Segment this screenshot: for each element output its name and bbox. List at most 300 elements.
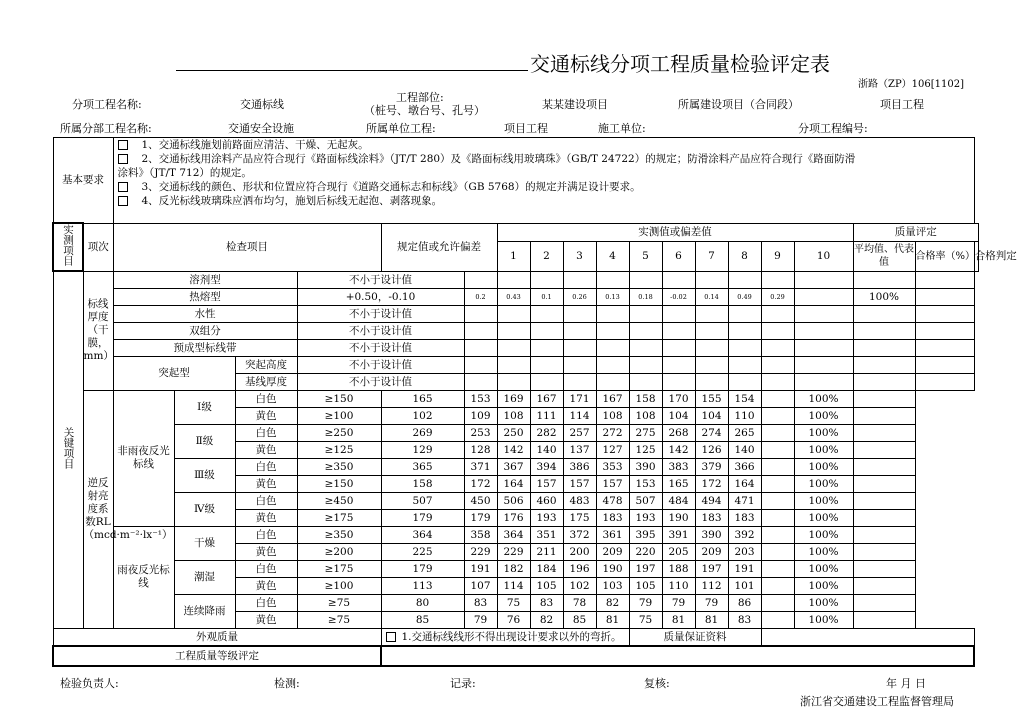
avg-cell bbox=[761, 543, 794, 560]
grade-label: Ⅰ级 bbox=[174, 390, 235, 424]
thickness-type: 预成型标线带 bbox=[113, 339, 297, 356]
value-cell bbox=[695, 339, 728, 356]
subproject-name-value: 交通标线 bbox=[240, 98, 284, 111]
value-cell: 179 bbox=[381, 509, 464, 526]
avg-cell bbox=[761, 509, 794, 526]
unit-project-value: 项目工程 bbox=[504, 122, 548, 135]
value-cell: 478 bbox=[596, 492, 629, 509]
value-cell bbox=[695, 305, 728, 322]
value-cell: 170 bbox=[662, 390, 695, 407]
value-cell: 79 bbox=[629, 594, 662, 611]
value-cell: 196 bbox=[563, 560, 596, 577]
division-label: 所属分部工程名称: bbox=[60, 122, 152, 135]
value-cell: -0.02 bbox=[662, 288, 695, 305]
value-cell: 392 bbox=[728, 526, 761, 543]
footer-date: 年 月 日 bbox=[886, 677, 926, 690]
value-cell bbox=[629, 356, 662, 373]
value-cell: 183 bbox=[695, 509, 728, 526]
grade-label: 干燥 bbox=[174, 526, 235, 560]
value-cell: 175 bbox=[563, 509, 596, 526]
spec-cell: ≥200 bbox=[297, 543, 381, 560]
value-cell bbox=[497, 373, 530, 390]
req-item-2-cont: 涂料》（JT/T 712）的规定。 bbox=[117, 167, 252, 179]
value-cell bbox=[464, 322, 497, 339]
value-cell: 269 bbox=[381, 424, 464, 441]
col-head: 1 bbox=[497, 242, 530, 271]
value-cell: 125 bbox=[629, 441, 662, 458]
value-cell bbox=[530, 322, 563, 339]
grade-label: Ⅳ级 bbox=[174, 492, 235, 526]
color-cell: 黄色 bbox=[235, 407, 297, 424]
checkbox-1[interactable] bbox=[118, 140, 128, 150]
value-cell: 191 bbox=[464, 560, 497, 577]
value-cell: 183 bbox=[728, 509, 761, 526]
judge-cell bbox=[915, 322, 974, 339]
inspection-table bbox=[52, 137, 1017, 667]
spec-cell: ≥175 bbox=[297, 509, 381, 526]
footer-org: 浙江省交通建设工程监督管理局 bbox=[800, 695, 954, 708]
value-cell: 114 bbox=[497, 577, 530, 594]
value-cell bbox=[497, 271, 530, 288]
subproject-no-label: 分项工程编号: bbox=[798, 122, 868, 135]
value-cell: 142 bbox=[497, 441, 530, 458]
color-cell: 白色 bbox=[235, 492, 297, 509]
value-cell: 225 bbox=[381, 543, 464, 560]
spec-cell: ≥100 bbox=[297, 407, 381, 424]
retro-label: 逆反射亮度系数RL（mcd·m⁻²·lx⁻¹） bbox=[83, 390, 113, 628]
value-cell: 379 bbox=[695, 458, 728, 475]
avg-cell bbox=[761, 390, 794, 407]
value-cell: 158 bbox=[381, 475, 464, 492]
value-cell: 188 bbox=[662, 560, 695, 577]
value-cell: 83 bbox=[464, 594, 497, 611]
grade-eval-value bbox=[381, 646, 974, 666]
color-cell: 白色 bbox=[235, 424, 297, 441]
spec-cell: ≥75 bbox=[297, 594, 381, 611]
project-part-value: 某某建设项目 bbox=[542, 98, 608, 111]
value-cell: 371 bbox=[464, 458, 497, 475]
value-cell: 179 bbox=[381, 560, 464, 577]
subproject-name-label: 分项工程名称: bbox=[72, 98, 142, 111]
value-cell: 386 bbox=[563, 458, 596, 475]
avg-cell bbox=[761, 441, 794, 458]
spec-cell: ≥350 bbox=[297, 458, 381, 475]
spec-cell: 不小于设计值 bbox=[297, 271, 464, 288]
appearance-label: 外观质量 bbox=[53, 628, 381, 646]
pass-rate-cell: 100% bbox=[794, 526, 853, 543]
value-cell bbox=[596, 373, 629, 390]
value-cell: 157 bbox=[596, 475, 629, 492]
value-cell bbox=[695, 373, 728, 390]
value-cell: 85 bbox=[381, 611, 464, 628]
pass-rate-cell: 100% bbox=[794, 458, 853, 475]
value-cell: 182 bbox=[497, 560, 530, 577]
grade-label: Ⅱ级 bbox=[174, 424, 235, 458]
spec-cell: 不小于设计值 bbox=[297, 305, 464, 322]
value-cell: 165 bbox=[662, 475, 695, 492]
value-cell: 193 bbox=[629, 509, 662, 526]
value-cell: 179 bbox=[464, 509, 497, 526]
spec-cell: ≥100 bbox=[297, 577, 381, 594]
pass-rate-cell: 100% bbox=[794, 407, 853, 424]
form-code: 浙路（ZP）106[1102] bbox=[858, 79, 965, 90]
value-cell bbox=[596, 305, 629, 322]
color-cell: 白色 bbox=[235, 458, 297, 475]
spec-cell: +0.50，-0.10 bbox=[297, 288, 464, 305]
avg-cell bbox=[761, 611, 794, 628]
checkbox-4[interactable] bbox=[118, 196, 128, 206]
value-cell bbox=[563, 271, 596, 288]
avg-cell bbox=[794, 271, 853, 288]
value-cell: 102 bbox=[563, 577, 596, 594]
value-cell: 506 bbox=[497, 492, 530, 509]
value-cell: 483 bbox=[563, 492, 596, 509]
color-cell: 黄色 bbox=[235, 577, 297, 594]
value-cell: 367 bbox=[497, 458, 530, 475]
value-cell: 0.43 bbox=[497, 288, 530, 305]
value-cell: 81 bbox=[596, 611, 629, 628]
value-cell: 471 bbox=[728, 492, 761, 509]
page-title: 交通标线分项工程质量检验评定表 bbox=[530, 52, 830, 76]
judge-cell bbox=[853, 543, 915, 560]
col-head: 9 bbox=[761, 242, 794, 271]
value-cell: 101 bbox=[728, 577, 761, 594]
req-item-3: 3、交通标线的颜色、形状和位置应符合现行《道路交通标志和标线》（GB 5768）的规定并满足设计要求。 bbox=[118, 180, 974, 194]
value-cell: 137 bbox=[563, 441, 596, 458]
value-cell: 140 bbox=[530, 441, 563, 458]
value-cell: 390 bbox=[629, 458, 662, 475]
value-cell: 169 bbox=[497, 390, 530, 407]
value-cell bbox=[695, 356, 728, 373]
pass-rate-cell bbox=[853, 373, 915, 390]
color-cell: 黄色 bbox=[235, 441, 297, 458]
value-cell bbox=[596, 339, 629, 356]
value-cell: 126 bbox=[695, 441, 728, 458]
avg-cell bbox=[794, 373, 853, 390]
judge-cell bbox=[853, 611, 915, 628]
value-cell bbox=[464, 339, 497, 356]
col-head: 10 bbox=[794, 242, 853, 271]
color-cell: 黄色 bbox=[235, 475, 297, 492]
avg-cell bbox=[761, 424, 794, 441]
col-head: 7 bbox=[695, 242, 728, 271]
value-cell: 109 bbox=[464, 407, 497, 424]
value-cell: 257 bbox=[563, 424, 596, 441]
value-cell: 153 bbox=[464, 390, 497, 407]
value-cell: 220 bbox=[629, 543, 662, 560]
pass-rate-cell: 100% bbox=[794, 594, 853, 611]
avg-cell bbox=[761, 577, 794, 594]
checkbox-3[interactable] bbox=[118, 182, 128, 192]
spec-cell: 不小于设计值 bbox=[297, 373, 464, 390]
value-cell: 114 bbox=[563, 407, 596, 424]
value-cell: 172 bbox=[695, 475, 728, 492]
judge-cell bbox=[853, 424, 915, 441]
appearance-text: 1.交通标线线形不得出现设计要求以外的弯折。 bbox=[381, 628, 629, 646]
color-cell: 黄色 bbox=[235, 611, 297, 628]
value-cell bbox=[695, 271, 728, 288]
col-head: 4 bbox=[596, 242, 629, 271]
contract-value: 项目工程 bbox=[880, 98, 924, 111]
value-cell bbox=[662, 322, 695, 339]
value-cell: 494 bbox=[695, 492, 728, 509]
judge-cell bbox=[915, 271, 974, 288]
value-cell bbox=[629, 339, 662, 356]
head-avg: 平均值、代表值 bbox=[853, 242, 915, 271]
checkbox-2[interactable] bbox=[118, 154, 128, 164]
pass-rate-cell: 100% bbox=[794, 611, 853, 628]
value-cell bbox=[662, 373, 695, 390]
value-cell: 157 bbox=[563, 475, 596, 492]
judge-cell bbox=[915, 305, 974, 322]
value-cell: 209 bbox=[596, 543, 629, 560]
value-cell: 155 bbox=[695, 390, 728, 407]
avg-cell bbox=[761, 492, 794, 509]
raised-sub: 突起高度 bbox=[235, 356, 297, 373]
value-cell: 507 bbox=[629, 492, 662, 509]
value-cell bbox=[629, 373, 662, 390]
basic-req-label: 基本要求 bbox=[53, 138, 113, 224]
value-cell bbox=[761, 305, 794, 322]
value-cell bbox=[761, 322, 794, 339]
value-cell bbox=[596, 356, 629, 373]
raised-type: 突起型 bbox=[113, 356, 235, 390]
value-cell: 129 bbox=[381, 441, 464, 458]
judge-cell bbox=[853, 560, 915, 577]
appearance-checkbox[interactable] bbox=[386, 632, 396, 642]
value-cell: 203 bbox=[728, 543, 761, 560]
value-cell bbox=[761, 373, 794, 390]
value-cell: 79 bbox=[464, 611, 497, 628]
value-cell bbox=[464, 356, 497, 373]
value-cell bbox=[530, 305, 563, 322]
value-cell: 81 bbox=[662, 611, 695, 628]
spec-cell: ≥450 bbox=[297, 492, 381, 509]
thickness-type: 溶剂型 bbox=[113, 271, 297, 288]
value-cell: 82 bbox=[530, 611, 563, 628]
pass-rate-cell: 100% bbox=[794, 543, 853, 560]
value-cell bbox=[662, 271, 695, 288]
contract-label: 所属建设项目（合同段） bbox=[678, 98, 799, 111]
judge-cell bbox=[853, 594, 915, 611]
avg-cell bbox=[794, 322, 853, 339]
value-cell: 282 bbox=[530, 424, 563, 441]
value-cell: 0.49 bbox=[728, 288, 761, 305]
avg-cell bbox=[794, 356, 853, 373]
value-cell: 193 bbox=[530, 509, 563, 526]
value-cell: 164 bbox=[497, 475, 530, 492]
value-cell: 165 bbox=[381, 390, 464, 407]
value-cell: 395 bbox=[629, 526, 662, 543]
value-cell bbox=[530, 356, 563, 373]
req-item-2: 2、交通标线用涂料产品应符合现行《路面标线涂料》（JT/T 280）及《路面标线用玻璃珠》（GB/T 24722）的规定；防滑涂料产品应符合现行《路面防滑 bbox=[118, 152, 974, 166]
value-cell: 391 bbox=[662, 526, 695, 543]
pass-rate-cell: 100% bbox=[794, 509, 853, 526]
col-head: 5 bbox=[629, 242, 662, 271]
value-cell: 176 bbox=[497, 509, 530, 526]
value-cell: 383 bbox=[662, 458, 695, 475]
value-cell bbox=[563, 373, 596, 390]
value-cell bbox=[728, 305, 761, 322]
avg-cell bbox=[761, 526, 794, 543]
value-cell: 128 bbox=[464, 441, 497, 458]
avg-cell bbox=[761, 458, 794, 475]
project-part-sublabel: （桩号、墩台号、孔号） bbox=[364, 104, 485, 117]
pass-rate-cell bbox=[853, 271, 915, 288]
avg-cell bbox=[761, 407, 794, 424]
value-cell bbox=[728, 271, 761, 288]
head-judge: 合格判定 bbox=[974, 242, 978, 271]
value-cell: 364 bbox=[497, 526, 530, 543]
req-item-4: 4、反光标线玻璃珠应洒布均匀，施划后标线无起泡、剥落现象。 bbox=[118, 194, 974, 208]
value-cell bbox=[464, 271, 497, 288]
value-cell bbox=[728, 339, 761, 356]
value-cell: 190 bbox=[596, 560, 629, 577]
value-cell bbox=[761, 339, 794, 356]
value-cell: 79 bbox=[662, 594, 695, 611]
value-cell bbox=[761, 356, 794, 373]
value-cell: 172 bbox=[464, 475, 497, 492]
value-cell: 171 bbox=[563, 390, 596, 407]
value-cell: 154 bbox=[728, 390, 761, 407]
value-cell: 390 bbox=[695, 526, 728, 543]
value-cell: 85 bbox=[563, 611, 596, 628]
value-cell: 268 bbox=[662, 424, 695, 441]
value-cell: 0.14 bbox=[695, 288, 728, 305]
value-cell bbox=[530, 271, 563, 288]
value-cell: 0.29 bbox=[761, 288, 794, 305]
avg-cell bbox=[761, 560, 794, 577]
value-cell: 108 bbox=[497, 407, 530, 424]
value-cell: 364 bbox=[381, 526, 464, 543]
value-cell: 460 bbox=[530, 492, 563, 509]
value-cell: 103 bbox=[596, 577, 629, 594]
project-part-label: 工程部位: bbox=[396, 91, 444, 104]
value-cell: 250 bbox=[497, 424, 530, 441]
pass-rate-cell: 100% bbox=[794, 441, 853, 458]
judge-cell bbox=[853, 492, 915, 509]
avg-cell bbox=[794, 339, 853, 356]
color-cell: 白色 bbox=[235, 594, 297, 611]
value-cell bbox=[761, 271, 794, 288]
judge-cell bbox=[853, 577, 915, 594]
pass-rate-cell: 100% bbox=[794, 424, 853, 441]
value-cell: 358 bbox=[464, 526, 497, 543]
value-cell bbox=[695, 322, 728, 339]
footer-record: 记录: bbox=[450, 677, 476, 690]
spec-cell: ≥250 bbox=[297, 424, 381, 441]
value-cell: 197 bbox=[695, 560, 728, 577]
value-cell: 108 bbox=[596, 407, 629, 424]
value-cell: 86 bbox=[728, 594, 761, 611]
value-cell bbox=[728, 322, 761, 339]
value-cell: 110 bbox=[662, 577, 695, 594]
pass-rate-cell bbox=[853, 322, 915, 339]
value-cell: 205 bbox=[662, 543, 695, 560]
value-cell bbox=[563, 322, 596, 339]
value-cell bbox=[497, 322, 530, 339]
value-cell: 167 bbox=[530, 390, 563, 407]
value-cell bbox=[728, 356, 761, 373]
basic-req-block bbox=[113, 138, 974, 224]
value-cell: 265 bbox=[728, 424, 761, 441]
value-cell: 351 bbox=[530, 526, 563, 543]
judge-cell bbox=[915, 339, 974, 356]
value-cell: 105 bbox=[629, 577, 662, 594]
col-head: 3 bbox=[563, 242, 596, 271]
judge-cell bbox=[853, 390, 915, 407]
value-cell: 272 bbox=[596, 424, 629, 441]
key-item-label: 关键项目 bbox=[53, 271, 83, 628]
rain-label: 雨夜反光标线 bbox=[113, 526, 174, 628]
color-cell: 黄色 bbox=[235, 509, 297, 526]
value-cell: 80 bbox=[381, 594, 464, 611]
grade-eval-label: 工程质量等级评定 bbox=[53, 646, 381, 666]
spec-cell: 不小于设计值 bbox=[297, 322, 464, 339]
value-cell: 127 bbox=[596, 441, 629, 458]
value-cell: 209 bbox=[695, 543, 728, 560]
data-rows bbox=[53, 271, 979, 628]
value-cell bbox=[596, 271, 629, 288]
value-cell: 229 bbox=[497, 543, 530, 560]
value-cell: 142 bbox=[662, 441, 695, 458]
spec-cell: 不小于设计值 bbox=[297, 356, 464, 373]
footer-person: 检验负责人: bbox=[60, 677, 119, 690]
value-cell: 394 bbox=[530, 458, 563, 475]
value-cell bbox=[464, 305, 497, 322]
value-cell: 81 bbox=[695, 611, 728, 628]
spec-cell: ≥350 bbox=[297, 526, 381, 543]
value-cell bbox=[497, 356, 530, 373]
spec-cell: ≥175 bbox=[297, 560, 381, 577]
value-cell: 104 bbox=[662, 407, 695, 424]
value-cell bbox=[563, 356, 596, 373]
col-head: 8 bbox=[728, 242, 761, 271]
judge-cell bbox=[853, 509, 915, 526]
avg-cell bbox=[794, 305, 853, 322]
value-cell bbox=[497, 305, 530, 322]
req-item-1: 1、交通标线施划前路面应清洁、干燥、无起灰。 bbox=[118, 138, 974, 152]
avg-cell bbox=[761, 475, 794, 492]
value-cell: 450 bbox=[464, 492, 497, 509]
spec-cell: ≥75 bbox=[297, 611, 381, 628]
value-cell bbox=[596, 322, 629, 339]
pass-rate-cell: 100% bbox=[794, 577, 853, 594]
head-quality: 质量评定 bbox=[853, 223, 979, 242]
grade-label: 连续降雨 bbox=[174, 594, 235, 628]
value-cell: 78 bbox=[563, 594, 596, 611]
judge-cell bbox=[915, 288, 974, 305]
value-cell bbox=[662, 305, 695, 322]
value-cell: 82 bbox=[596, 594, 629, 611]
color-cell: 黄色 bbox=[235, 543, 297, 560]
pass-rate-cell bbox=[853, 305, 915, 322]
judge-cell bbox=[915, 356, 974, 373]
judge-cell bbox=[853, 441, 915, 458]
raised-sub: 基线厚度 bbox=[235, 373, 297, 390]
value-cell: 76 bbox=[497, 611, 530, 628]
value-cell: 0.18 bbox=[629, 288, 662, 305]
value-cell: 112 bbox=[695, 577, 728, 594]
value-cell bbox=[563, 339, 596, 356]
value-cell: 167 bbox=[596, 390, 629, 407]
spec-cell: ≥150 bbox=[297, 475, 381, 492]
judge-cell bbox=[853, 458, 915, 475]
spec-cell: ≥150 bbox=[297, 390, 381, 407]
value-cell bbox=[629, 271, 662, 288]
spec-cell: ≥125 bbox=[297, 441, 381, 458]
value-cell: 229 bbox=[464, 543, 497, 560]
